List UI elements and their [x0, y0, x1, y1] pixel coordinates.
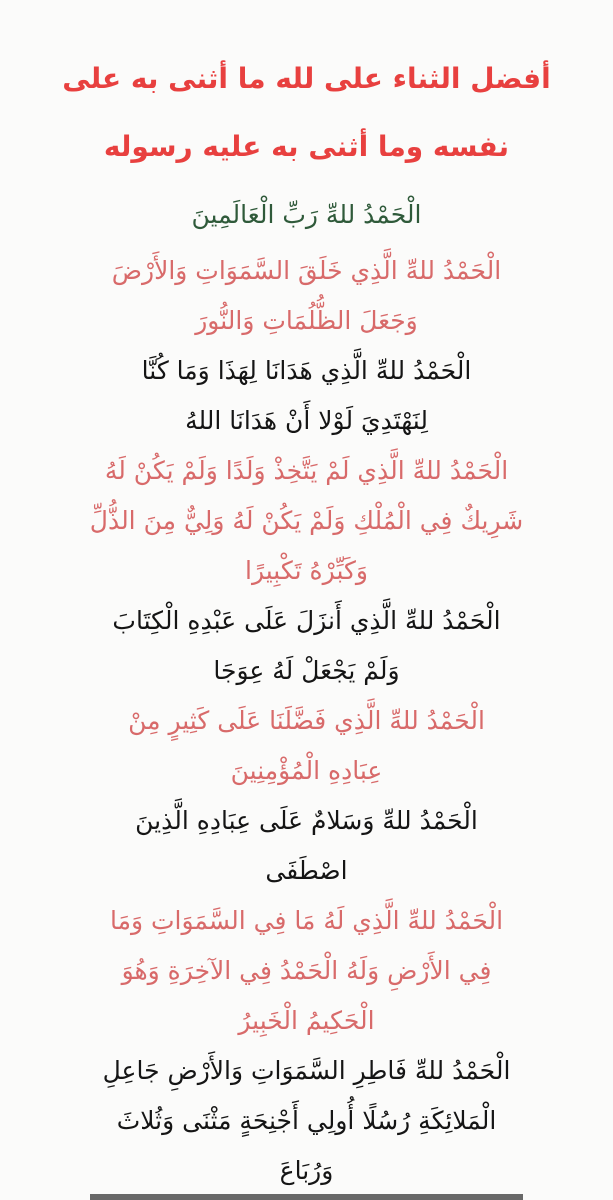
verse-8 — [40, 896, 573, 1046]
title-line-1: أفضل الثناء على لله ما أثنى به على — [62, 62, 551, 95]
title-block — [20, 45, 593, 181]
verse-line: الْمَلائِكَةِ رُسُلًا أُولِي أَجْنِحَةٍ مَثْنَى وَثُلاثَ — [116, 1106, 497, 1135]
verse-6 — [40, 696, 573, 796]
verse-line: الْحَمْدُ للهِّ الَّذِي أَنزَلَ عَلَى عَبْدِهِ الْكِتَابَ — [112, 606, 501, 635]
verse-line: فِي الأَرْضِ وَلَهُ الْحَمْدُ فِي الآخِرَةِ وَهُوَ — [121, 956, 492, 985]
verse-line: وَكَبِّرْهُ تَكْبِيرًا — [245, 556, 368, 585]
verse-line: الْحَمْدُ للهِّ الَّذِي هَدَانَا لِهَذَا وَمَا كُنَّا — [141, 356, 472, 385]
verse-line: عِبَادِهِ الْمُؤْمِنِينَ — [230, 756, 383, 785]
verse-line: الْحَمْدُ للهِّ وَسَلامٌ عَلَى عِبَادِهِ الَّذِينَ — [135, 806, 478, 835]
verse-line: وَجَعَلَ الظُّلُمَاتِ وَالنُّورَ — [195, 306, 418, 335]
verse-4 — [40, 446, 573, 596]
verse-9 — [40, 1046, 573, 1196]
verse-line: الْحَمْدُ للهِّ فَاطِرِ السَّمَوَاتِ وَالأَرْضِ جَاعِلِ — [102, 1056, 511, 1085]
verse-line: الْحَمْدُ للهِّ الَّذِي لَمْ يَتَّخِذْ وَلَدًا وَلَمْ يَكُنْ لَهُ — [104, 456, 509, 485]
verse-line: شَرِيكٌ فِي الْمُلْكِ وَلَمْ يَكُنْ لَهُ وَلِيٌّ مِنَ الذُّلِّ — [89, 506, 524, 535]
verse-line: الْحَكِيمُ الْخَبِيرُ — [238, 1006, 375, 1035]
verse-line: الْحَمْدُ للهِّ الَّذِي فَضَّلَنَا عَلَى كَثِيرٍ مِنْ — [128, 706, 485, 735]
cropped-bottom-text — [90, 1194, 523, 1200]
title-line-2: نفسه وما أثنى به عليه رسوله — [103, 130, 510, 163]
verse-5 — [40, 596, 573, 696]
verse-line: الْحَمْدُ للهِّ الَّذِي لَهُ مَا فِي السَّمَوَاتِ وَمَا — [109, 906, 504, 935]
verse-line: اصْطَفَى — [265, 856, 348, 885]
verse-1 — [40, 190, 573, 240]
verse-3 — [40, 346, 573, 446]
verse-line: الْحَمْدُ للهِّ الَّذِي خَلَقَ السَّمَوَاتِ وَالأَرْضَ — [111, 256, 502, 285]
verse-line: لِنَهْتَدِيَ لَوْلا أَنْ هَدَانَا اللهُ — [185, 406, 428, 435]
verse-line: وَلَمْ يَجْعَلْ لَهُ عِوَجَا — [213, 656, 400, 685]
verse-list — [40, 190, 573, 1196]
verse-2 — [40, 246, 573, 346]
verse-line: وَرُبَاعَ — [279, 1156, 334, 1185]
verse-line: الْحَمْدُ للهِّ رَبِّ الْعَالَمِينَ — [191, 200, 422, 229]
verse-7 — [40, 796, 573, 896]
